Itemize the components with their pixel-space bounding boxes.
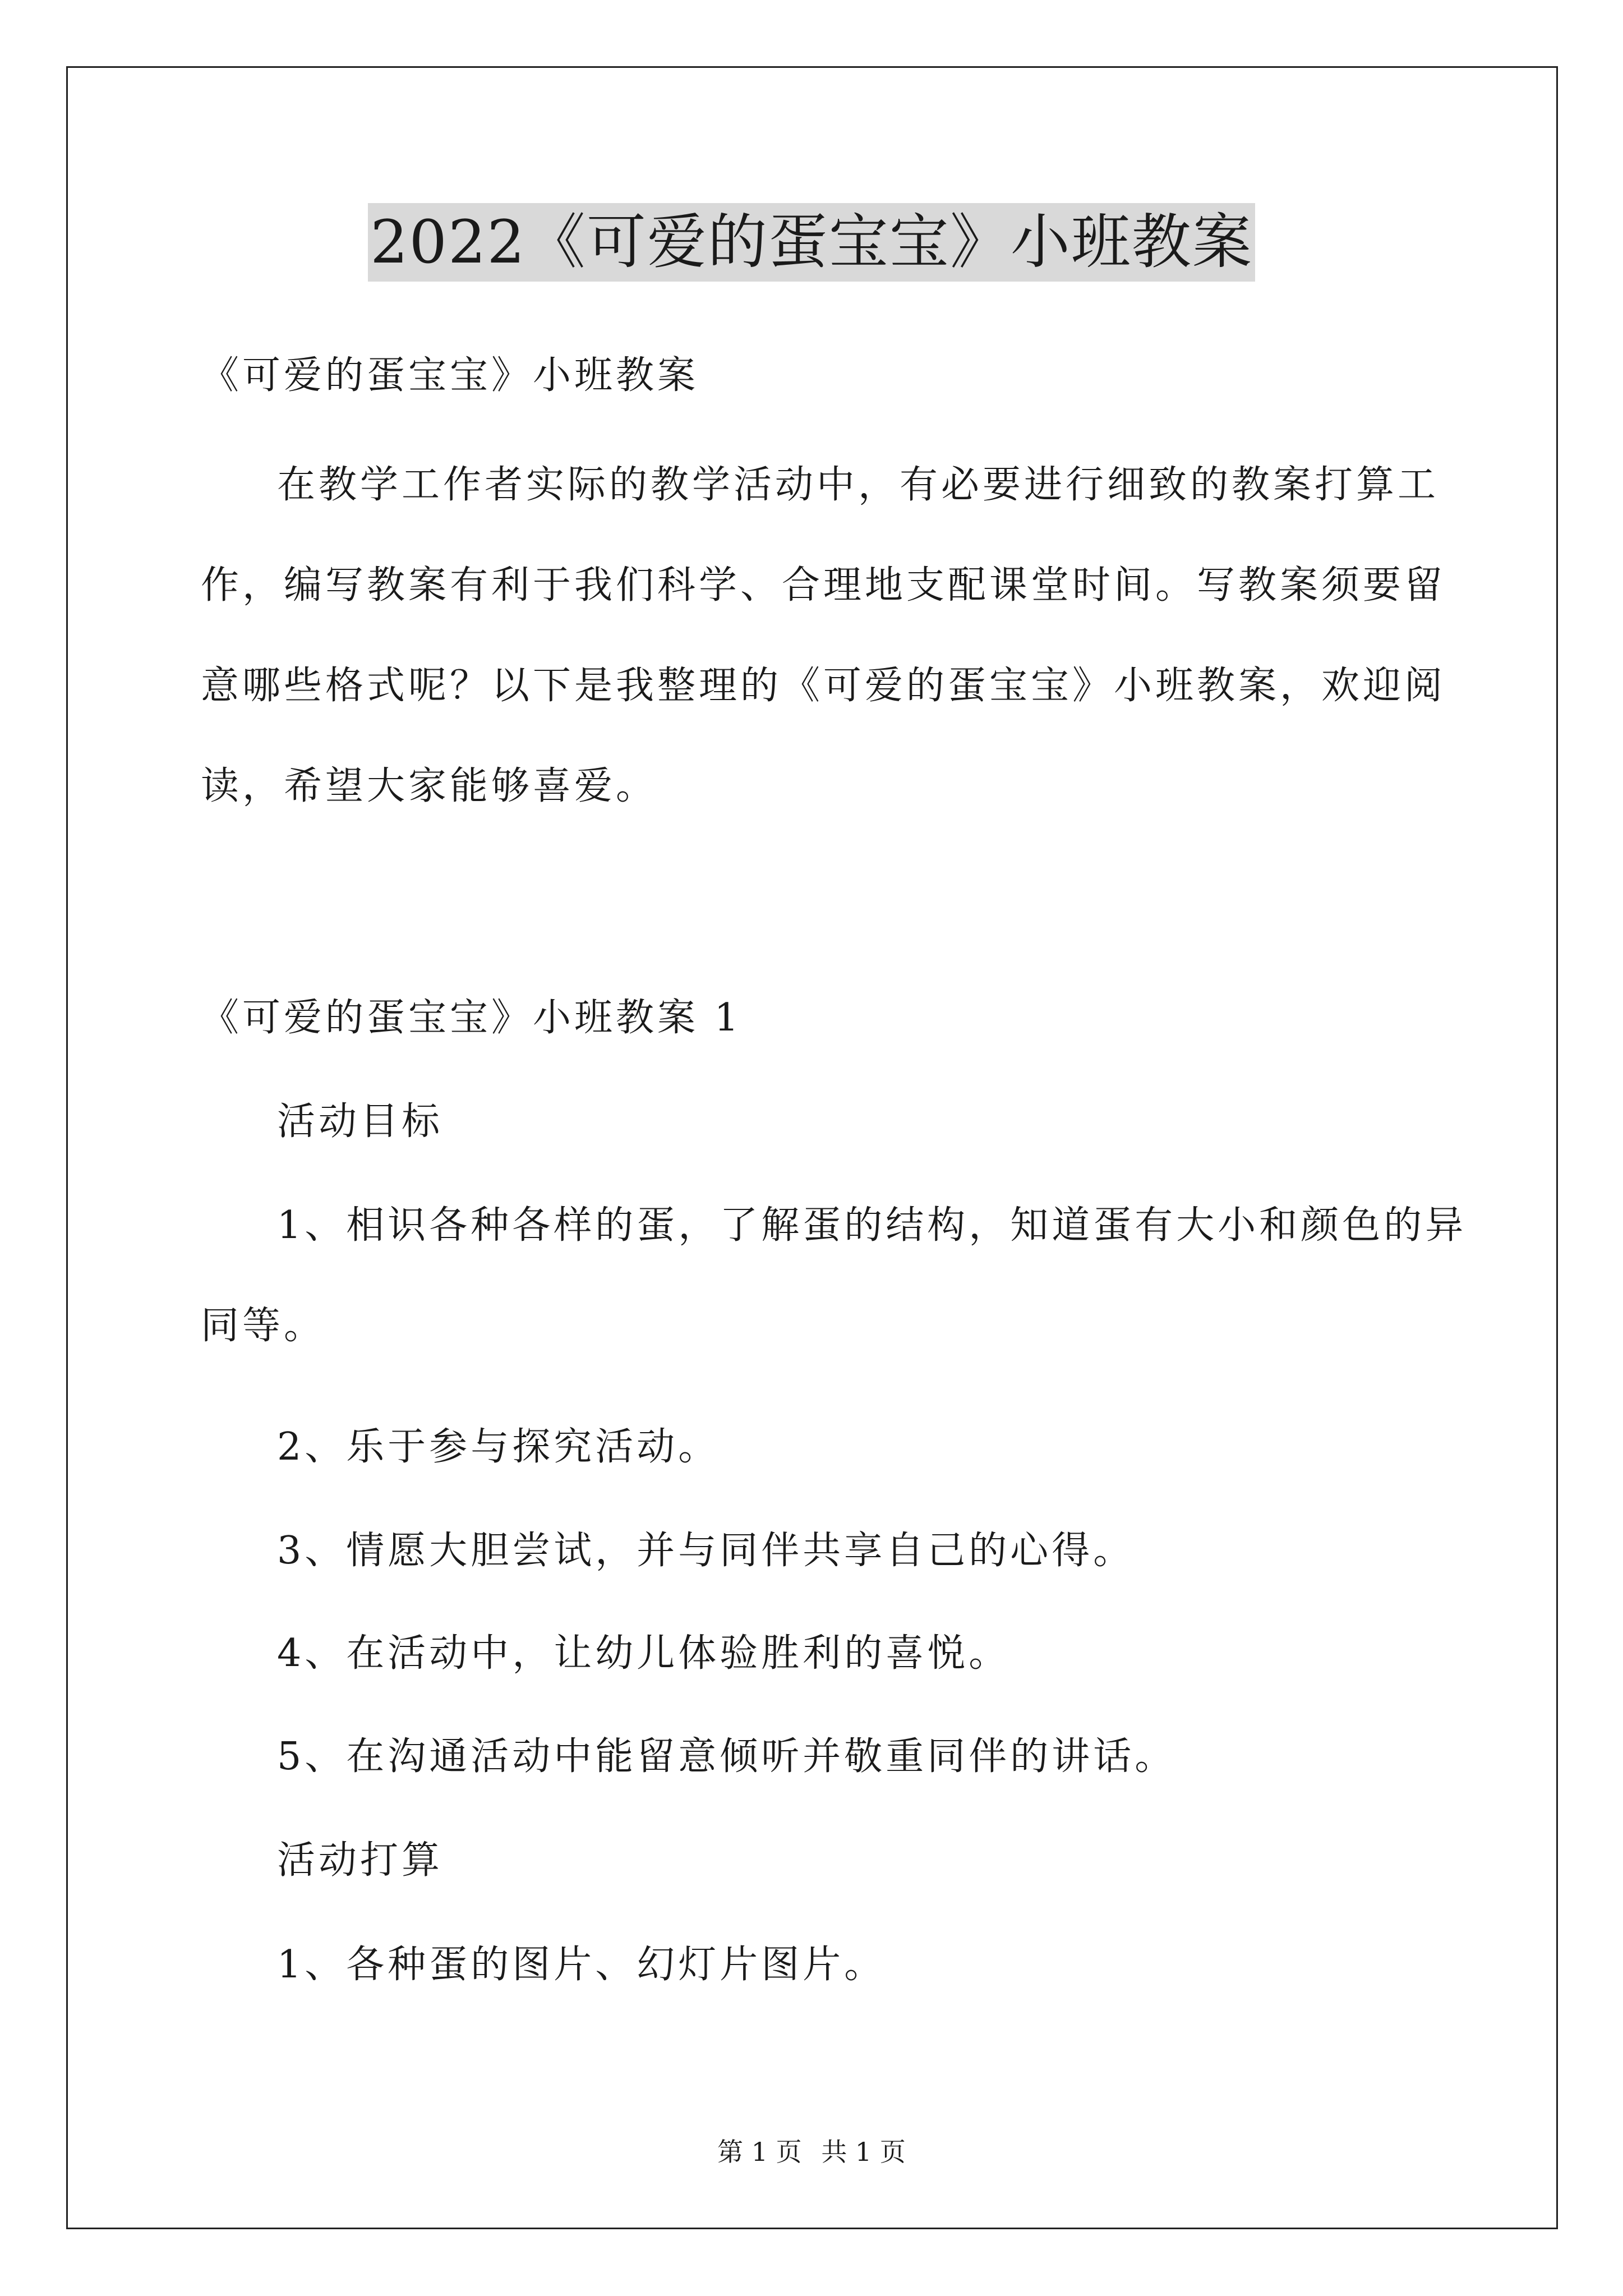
goal-2: 2、乐于参与探究活动。: [277, 1425, 720, 1469]
prep-heading: 活动打算: [277, 1838, 444, 1883]
title-container: [0, 203, 1623, 282]
goal-4: 4、在活动中，让幼儿体验胜利的喜悦。: [277, 1631, 1011, 1676]
goals-heading: 活动目标: [277, 1099, 444, 1144]
page-footer: [0, 2135, 1623, 2169]
intro-paragraph: [201, 460, 1446, 862]
page-number: 第 1 页: [717, 2137, 802, 2167]
goal-1-line: 1、相识各种各样的蛋，了解蛋的结构，知道蛋有大小和颜色的异: [277, 1203, 1467, 1248]
document-subtitle: 《可爱的蛋宝宝》小班教案: [201, 353, 699, 398]
intro-line: 读，希望大家能够喜爱。: [201, 764, 658, 808]
page-total: 共 1 页: [821, 2137, 906, 2167]
intro-line: 在教学工作者实际的教学活动中，有必要进行细致的教案打算工: [277, 463, 1440, 507]
document-title: 2022《可爱的蛋宝宝》小班教案: [368, 203, 1255, 282]
prep-item-1: 1、各种蛋的图片、幻灯片图片。: [277, 1943, 886, 1987]
section-title: 《可爱的蛋宝宝》小班教案 1: [201, 996, 742, 1040]
intro-line: 作，编写教案有利于我们科学、合理地支配课堂时间。写教案须要留: [201, 563, 1446, 608]
intro-line: 意哪些格式呢？以下是我整理的《可爱的蛋宝宝》小班教案，欢迎阅: [201, 664, 1446, 708]
goal-5: 5、在沟通活动中能留意倾听并敬重同伴的讲话。: [277, 1734, 1177, 1779]
goal-3: 3、情愿大胆尝试，并与同伴共享自己的心得。: [277, 1529, 1135, 1573]
goal-1-paragraph: [201, 1200, 1467, 1401]
goal-1-line: 同等。: [201, 1304, 326, 1348]
